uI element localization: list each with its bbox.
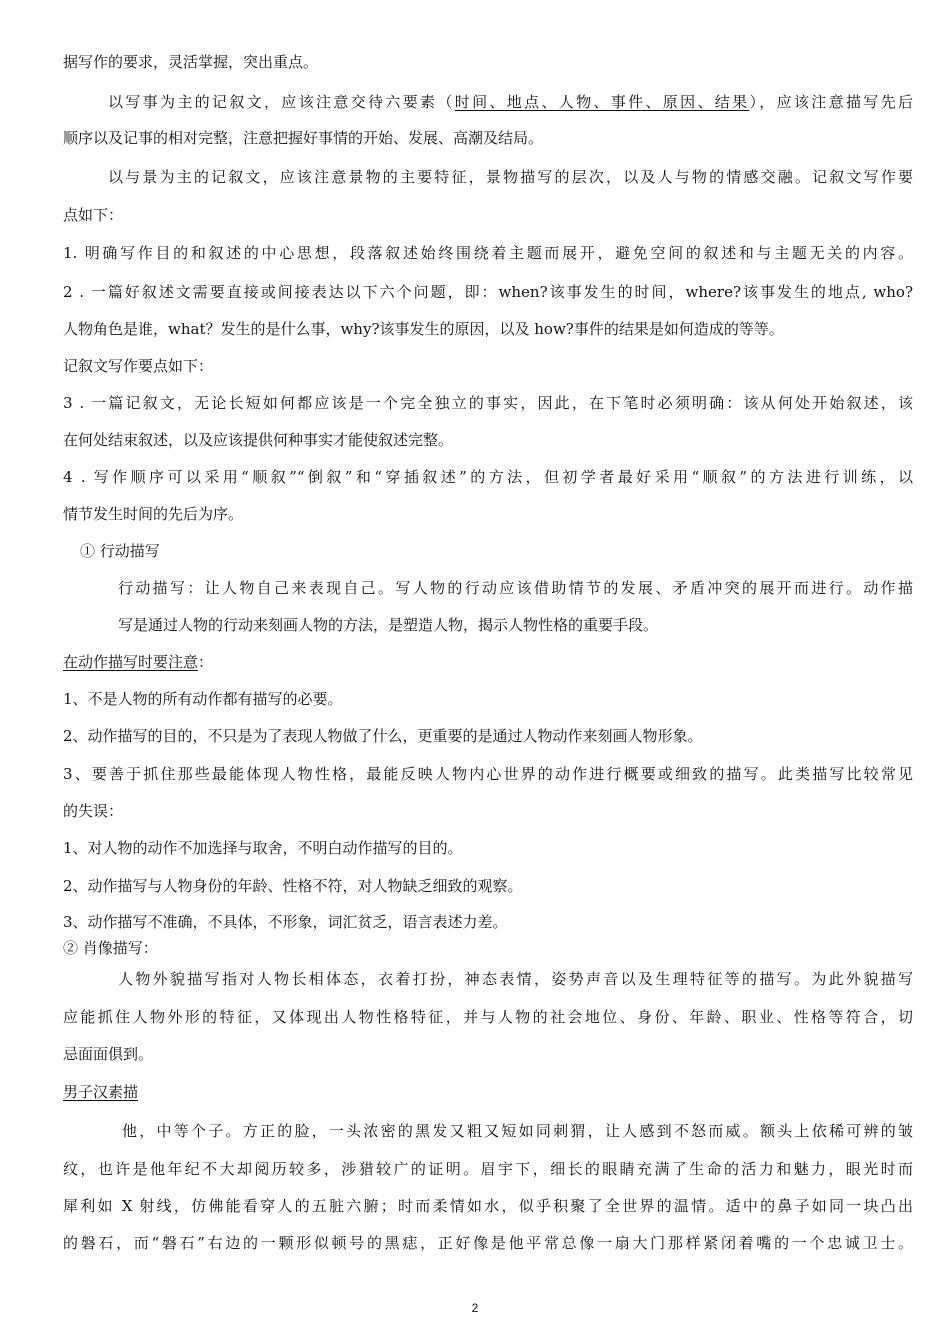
paragraph-line: 的磐石，而“磐石”右边的一颗形似顿号的黑痣，正好像是他平常总像一扇大门那样紧闭着嘴的一个忠诚卫士。 bbox=[63, 1234, 913, 1252]
paragraph-line: 情节发生时间的先后为序。 bbox=[63, 505, 244, 523]
paragraph-line: 忌面面俱到。 bbox=[63, 1045, 154, 1063]
paragraph-line: 顺序以及记事的相对完整，注意把握好事情的开始、发展、高潮及结局。 bbox=[63, 129, 544, 147]
paragraph-line: 人物外貌描写指对人物长相体态，衣着打扮，神态表情，姿势声音以及生理特征等的描写。为此外貌描写 bbox=[118, 970, 913, 988]
paragraph-line: 他，中等个子。方正的脸，一头浓密的黑发又粗又短如同刺猬，让人感到不怒而威。额头上依稀可辨的皱 bbox=[122, 1122, 913, 1140]
list-item: 2、动作描写的目的，不只是为了表现人物做了什么，更重要的是通过人物动作来刻画人物形象。 bbox=[63, 727, 703, 745]
subheading: 男子汉素描 bbox=[63, 1083, 139, 1101]
paragraph-line: 的失误： bbox=[63, 802, 124, 820]
section-heading: ② 肖像描写： bbox=[63, 939, 158, 957]
paragraph-line: 纹，也许是他年纪不大却阅历较多，涉猎较广的证明。眉宇下，细长的眼睛充满了生命的活力和魅力，眼光时而 bbox=[63, 1160, 913, 1178]
page-number: 2 bbox=[471, 1301, 479, 1315]
paragraph-line: 在何处结束叙述，以及应该提供何种事实才能使叙述完整。 bbox=[63, 431, 454, 449]
section-heading: 记叙文写作要点如下： bbox=[63, 357, 214, 375]
list-item: 2、动作描写与人物身份的年龄、性格不符，对人物缺乏细致的观察。 bbox=[63, 877, 523, 895]
list-item: 3 . 一篇记叙文，无论长短如何都应该是一个完全独立的事实，因此，在下笔时必须明确：该从何处开始叙述，该 bbox=[63, 394, 913, 412]
list-item: 1、对人物的动作不加选择与取舍，不明白动作描写的目的。 bbox=[63, 839, 463, 857]
six-elements-underlined: 时间、地点、人物、事件、原因、结果 bbox=[454, 93, 750, 111]
list-item: 3、要善于抓住那些最能体现人物性格，最能反映人物内心世界的动作进行概要或细致的描写。此类描写比较常见 bbox=[63, 765, 913, 783]
paragraph-line: 以写事为主的记叙文，应该注意交待六要素（时间、地点、人物、事件、原因、结果），应该注意描写先后 bbox=[108, 93, 913, 111]
paragraph-line: 人物角色是谁，what？发生的是什么事，why?该事发生的原因，以及 how?事件的结果是如何造成的等等。 bbox=[63, 320, 784, 338]
paragraph-line: 点如下： bbox=[63, 206, 124, 224]
list-item: 2 . 一篇好叙述文需要直接或间接表达以下六个问题，即：when?该事发生的时间，where?该事发生的地点, who? bbox=[63, 283, 913, 301]
paragraph-line: 据写作的要求，灵活掌握，突出重点。 bbox=[63, 53, 319, 71]
subheading: 在动作描写时要注意： bbox=[63, 653, 214, 671]
list-item: 4 . 写作顺序可以采用“顺叙”“倒叙”和“穿插叙述”的方法，但初学者最好采用“顺叙”的方法进行训练，以 bbox=[63, 468, 913, 486]
list-item: 3、动作描写不准确，不具体，不形象，词汇贫乏，语言表述力差。 bbox=[63, 913, 508, 931]
section-heading: ① 行动描写 bbox=[80, 542, 160, 560]
paragraph-line: 以与景为主的记叙文，应该注意景物的主要特征，景物描写的层次，以及人与物的情感交融。记叙文写作要 bbox=[108, 168, 913, 186]
paragraph-line: 行动描写：让人物自己来表现自己。写人物的行动应该借助情节的发展、矛盾冲突的展开而进行。动作描 bbox=[118, 579, 913, 597]
paragraph-line: 写是通过人物的行动来刻画人物的方法，是塑造人物，揭示人物性格的重要手段。 bbox=[118, 616, 659, 634]
paragraph-line: 应能抓住人物外形的特征，又体现出人物性格特征，并与人物的社会地位、身份、年龄、职业、性格等符合，切 bbox=[63, 1008, 913, 1026]
list-item: 1、不是人物的所有动作都有描写的必要。 bbox=[63, 690, 343, 708]
list-item: 1. 明确写作目的和叙述的中心思想，段落叙述始终围绕着主题而展开，避免空间的叙述和与主题无关的内容。 bbox=[63, 244, 913, 262]
paragraph-line: 犀利如 X 射线，仿佛能看穿人的五脏六腑；时而柔情如水，似乎积聚了全世界的温情。适中的鼻子如同一块凸出 bbox=[63, 1197, 913, 1215]
